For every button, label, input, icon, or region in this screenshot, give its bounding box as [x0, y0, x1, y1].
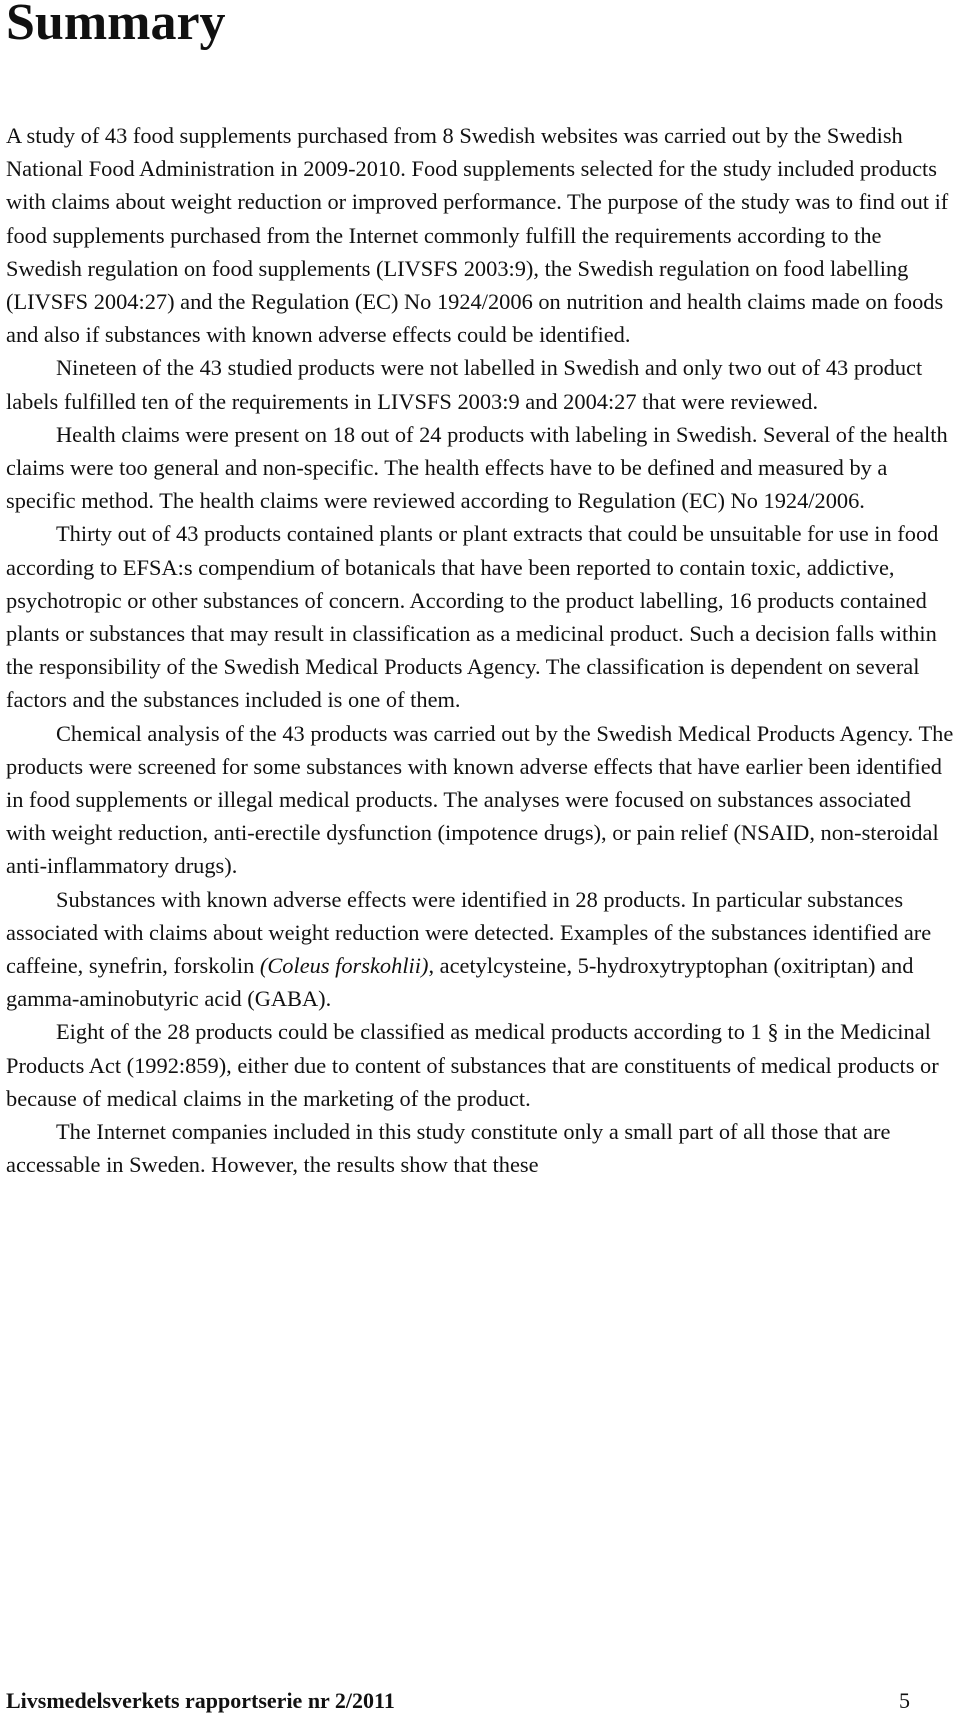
adverse-effects-text-start: Substances with known adverse effects were identified in 28 products. In particular substances associated with claims about weight reduction were detected. Examples of the substances identified are caffeine, synefrin, forskolin: [6, 886, 932, 979]
page-number: 5: [899, 1688, 910, 1713]
paragraph-medical-products: Eight of the 28 products could be classified as medical products according to 1 § in the Medicinal Products Act (1992:859), either due to content of substances that are constituents of medical products or because of medical claims in the marketing of the product.: [6, 1019, 939, 1111]
report-series-label: Livsmedelsverkets rapportserie nr 2/2011: [6, 1688, 395, 1713]
paragraph-study-intro: A study of 43 food supplements purchased from 8 Swedish websites was carried out by the Swedish National Food Administration in 2009-2010. Food supplements selected for the study included products with claims about weight reduction or improved performance. The purpose of the study was to find out if food supplements purchased from the Internet commonly fulfill the requirements according to the Swedish regulation on food supplements (LIVSFS 2003:9), the Swedish regulation on food labelling (LIVSFS 2004:27) and the Regulation (EC) No 1924/2006 on nutrition and health claims made on foods and also if substances with known adverse effects could be identified.: [6, 123, 949, 348]
page-title: Summary: [6, 0, 226, 51]
adverse-effects-text-end: , acetylcysteine, 5-hydroxytryptophan (oxitriptan) and gamma-aminobutyric acid (GABA).: [6, 953, 914, 1012]
paragraph-labelling: Nineteen of the 43 studied products were not labelled in Swedish and only two out of 43 product labels fulfilled ten of the requirements in LIVSFS 2003:9 and 2004:27 that were reviewed.: [6, 355, 923, 414]
paragraph-adverse-effects: [6, 883, 956, 1016]
paragraph-internet-companies: The Internet companies included in this study constitute only a small part of all those that are accessable in Sweden. However, the results show that these: [6, 1119, 891, 1178]
paragraph-plants: Thirty out of 43 products contained plants or plant extracts that could be unsuitable for use in food according to EFSA:s compendium of botanicals that have been reported to contain toxic, addictive, psychotropic or other substances of concern. According to the product labelling, 16 products contained plants or substances that may result in classification as a medicinal product. Such a decision falls within the responsibility of the Swedish Medical Products Agency. The classification is dependent on several factors and the substances included is one of them.: [6, 521, 939, 713]
summary-body: [6, 119, 956, 1182]
page-footer: [6, 1688, 910, 1714]
paragraph-chemical-analysis: Chemical analysis of the 43 products was carried out by the Swedish Medical Products Agency. The products were screened for some substances with known adverse effects that have earlier been identified in food supplements or illegal medical products. The analyses were focused on substances associated with weight reduction, anti-erectile dysfunction (impotence drugs), or pain relief (NSAID, non-steroidal anti-inflammatory drugs).: [6, 720, 954, 879]
paragraph-health-claims: Health claims were present on 18 out of 24 products with labeling in Swedish. Several of the health claims were too general and non-specific. The health effects have to be defined and measured by a specific method. The health claims were reviewed according to Regulation (EC) No 1924/2006.: [6, 421, 948, 514]
species-name-italic: (Coleus forskohlii): [259, 953, 429, 979]
